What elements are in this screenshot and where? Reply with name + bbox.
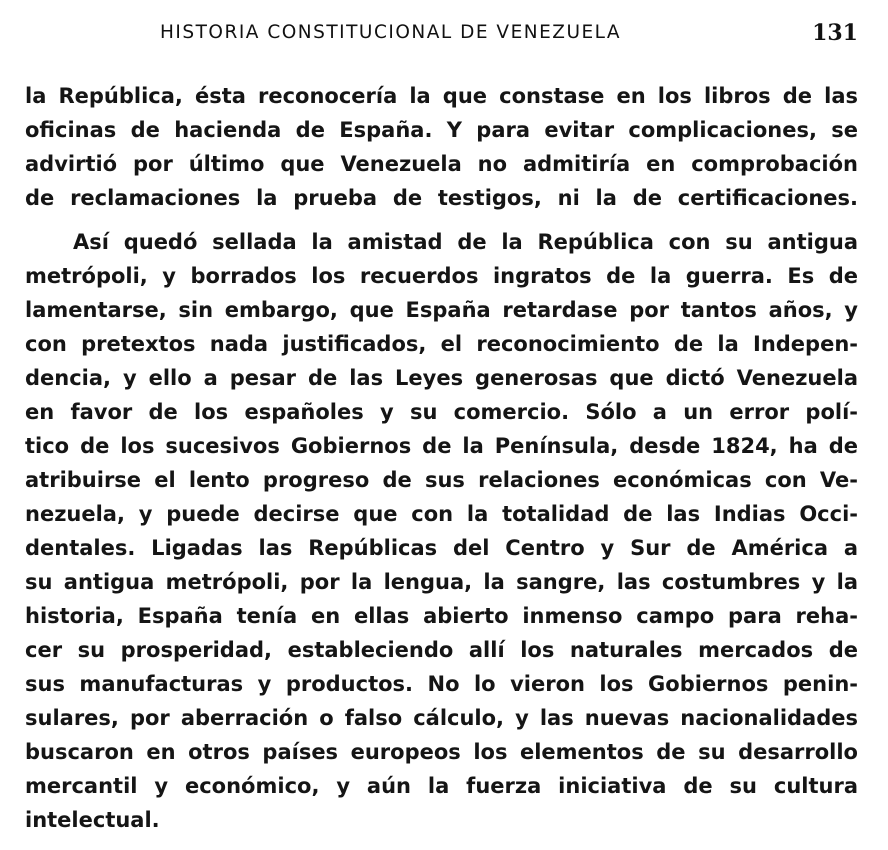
text-line: de reclamaciones la prueba de testigos, ni la de certificaciones. bbox=[25, 186, 858, 210]
text-line: en favor de los españoles y su comercio. Sólo a un error polí- bbox=[25, 400, 858, 424]
text-line: sus manufacturas y productos. No lo vieron los Gobiernos penin- bbox=[25, 672, 858, 696]
paragraph-2 bbox=[25, 225, 858, 837]
text-line: Así quedó sellada la amistad de la República con su antigua bbox=[73, 230, 858, 254]
text-line: con pretextos nada justificados, el reconocimiento de la Indepen- bbox=[25, 332, 858, 356]
text-line: cer su prosperidad, estableciendo allí los naturales mercados de bbox=[25, 638, 858, 662]
text-line: buscaron en otros países europeos los elementos de su desarrollo bbox=[25, 740, 858, 764]
running-title: HISTORIA CONSTITUCIONAL DE VENEZUELA bbox=[160, 22, 622, 43]
text-line: dencia, y ello a pesar de las Leyes generosas que dictó Venezuela bbox=[25, 366, 858, 390]
text-line: su antigua metrópoli, por la lengua, la sangre, las costumbres y la bbox=[25, 570, 858, 594]
text-line: atribuirse el lento progreso de sus relaciones económicas con Ve- bbox=[25, 468, 858, 492]
text-line: dentales. Ligadas las Repúblicas del Centro y Sur de América a bbox=[25, 536, 858, 560]
running-header bbox=[25, 18, 858, 50]
text-line: intelectual. bbox=[25, 808, 160, 832]
text-line: advirtió por último que Venezuela no admitiría en comprobación bbox=[25, 152, 858, 176]
text-line: lamentarse, sin embargo, que España retardase por tantos años, y bbox=[25, 298, 858, 322]
text-line: tico de los sucesivos Gobiernos de la Península, desde 1824, ha de bbox=[25, 434, 858, 458]
page-number: 131 bbox=[812, 20, 858, 46]
paragraph-1 bbox=[25, 79, 858, 215]
text-line: mercantil y económico, y aún la fuerza iniciativa de su cultura bbox=[25, 774, 858, 798]
body-text bbox=[25, 79, 858, 837]
text-line: historia, España tenía en ellas abierto inmenso campo para reha- bbox=[25, 604, 858, 628]
text-line: metrópoli, y borrados los recuerdos ingratos de la guerra. Es de bbox=[25, 264, 858, 288]
text-line: nezuela, y puede decirse que con la totalidad de las Indias Occi- bbox=[25, 502, 858, 526]
text-line: oficinas de hacienda de España. Y para evitar complicaciones, se bbox=[25, 118, 858, 142]
text-line: la República, ésta reconocería la que constase en los libros de las bbox=[25, 84, 858, 108]
text-line: sulares, por aberración o falso cálculo, y las nuevas nacionalidades bbox=[25, 706, 858, 730]
